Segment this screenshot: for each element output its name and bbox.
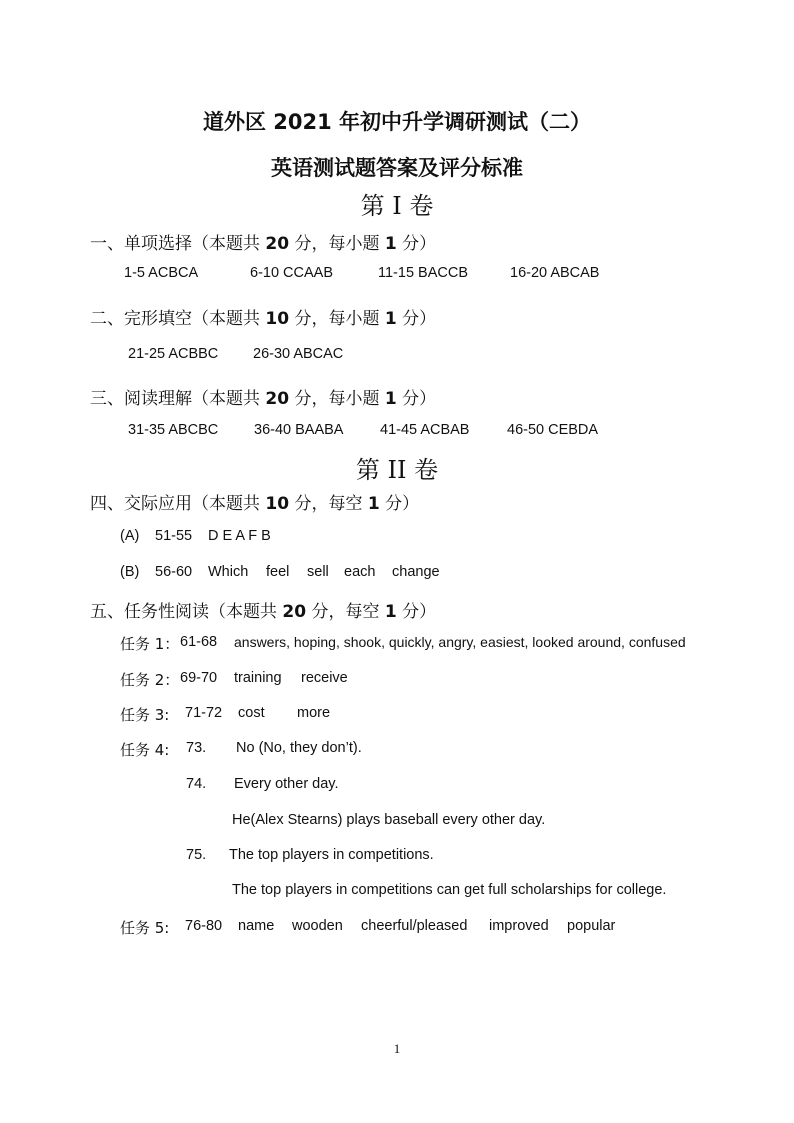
question-75-full-answer: The top players in competitions can get full scholarships for college. (232, 882, 667, 898)
part-b-answer: sell (307, 564, 329, 580)
section-label-mid: 分，每小题 (294, 309, 380, 329)
answer-group: 11-15 BACCB (378, 265, 468, 281)
task-5-range: 76-80 (185, 918, 223, 934)
task-5-answer: name (238, 918, 275, 934)
section-2-heading (90, 304, 436, 329)
answer-group: 1-5 ACBCA (124, 265, 199, 281)
page-number: 1 (393, 1041, 401, 1056)
task-2-label: 任务 2： (120, 671, 180, 689)
question-75-answer: The top players in competitions. (229, 847, 434, 863)
task-5-label: 任务 5: (120, 919, 170, 937)
task-5-answer: improved (489, 918, 549, 934)
section-points: 20 (265, 234, 290, 254)
task-2-answer: receive (301, 670, 348, 686)
answer-group: 41-45 ACBAB (380, 422, 470, 438)
section-points: 10 (265, 494, 290, 514)
section-5-heading (90, 597, 436, 622)
part-a-range: 51-55 (155, 528, 193, 544)
task-3-answer: cost (238, 705, 265, 721)
part-b-range: 56-60 (155, 564, 193, 580)
question-74-full-answer: He(Alex Stearns) plays baseball every other day. (232, 812, 546, 828)
question-74-answer: Every other day. (234, 776, 339, 792)
task-5-answer: wooden (292, 918, 343, 934)
task-2-range: 69-70 (180, 670, 218, 686)
part-b-answer: feel (266, 564, 290, 580)
section-label: 五、任务性阅读（本题共 (90, 602, 277, 622)
answer-group: 31-35 ABCBC (128, 422, 219, 438)
section-label-end: 分） (402, 309, 437, 329)
section-points: 20 (282, 602, 307, 622)
part-a-tag: (A) (120, 528, 140, 544)
section-points: 20 (265, 389, 290, 409)
volume-1-heading: 第 I 卷 (360, 192, 434, 220)
task-5-answer: popular (567, 918, 616, 934)
answer-group: 46-50 CEBDA (507, 422, 599, 438)
answer-group: 6-10 CCAAB (250, 265, 334, 281)
section-label: 二、完形填空（本题共 (90, 309, 260, 329)
section-each-points: 1 (384, 389, 397, 409)
task-1-range: 61-68 (180, 634, 218, 650)
document-subtitle: 英语测试题答案及评分标准 (271, 156, 523, 180)
section-points: 10 (265, 309, 290, 329)
section-label-mid: 分，每小题 (294, 234, 380, 254)
part-b-answer: each (344, 564, 376, 580)
answer-group: 16-20 ABCAB (510, 265, 600, 281)
answer-group: 26-30 ABCAC (253, 346, 344, 362)
task-1-label: 任务 1： (120, 635, 180, 653)
part-b-tag: (B) (120, 564, 140, 580)
section-label-end: 分） (402, 234, 437, 254)
section-label: 三、阅读理解（本题共 (90, 389, 260, 409)
task-5-answer: cheerful/pleased (361, 918, 468, 934)
section-label-mid: 分，每空 (294, 494, 363, 514)
document-title: 道外区 2021 年初中升学调研测试（二） (202, 110, 592, 134)
section-label: 一、单项选择（本题共 (90, 234, 260, 254)
task-4-label: 任务 4: (120, 741, 170, 759)
section-each-points: 1 (384, 234, 397, 254)
section-label-mid: 分，每小题 (294, 389, 380, 409)
task-3-label: 任务 3: (120, 706, 170, 724)
part-a-answers: D E A F B (208, 528, 271, 544)
answer-group: 36-40 BAABA (254, 422, 344, 438)
question-73-number: 73. (186, 740, 207, 756)
section-3-heading (90, 384, 436, 409)
question-73-answer: No (No, they don’t). (236, 740, 362, 756)
task-2-answer: training (234, 670, 282, 686)
section-each-points: 1 (384, 602, 397, 622)
question-74-number: 74. (186, 776, 207, 792)
section-label-end: 分） (385, 494, 420, 514)
section-each-points: 1 (367, 494, 380, 514)
task-1-answers: answers, hoping, shook, quickly, angry, easiest, looked around, confused (234, 634, 686, 650)
part-b-answer: Which (208, 564, 249, 580)
volume-2-heading: 第 II 卷 (355, 456, 439, 484)
section-label-mid: 分，每空 (311, 602, 380, 622)
task-3-range: 71-72 (185, 705, 223, 721)
task-3-answer: more (297, 705, 331, 721)
question-75-number: 75. (186, 847, 207, 863)
section-1-heading (90, 229, 436, 254)
part-b-answer: change (392, 564, 440, 580)
section-4-heading (90, 489, 419, 514)
section-label: 四、交际应用（本题共 (90, 494, 260, 514)
answer-group: 21-25 ACBBC (128, 346, 219, 362)
section-label-end: 分） (402, 389, 437, 409)
section-label-end: 分） (402, 602, 437, 622)
section-each-points: 1 (384, 309, 397, 329)
